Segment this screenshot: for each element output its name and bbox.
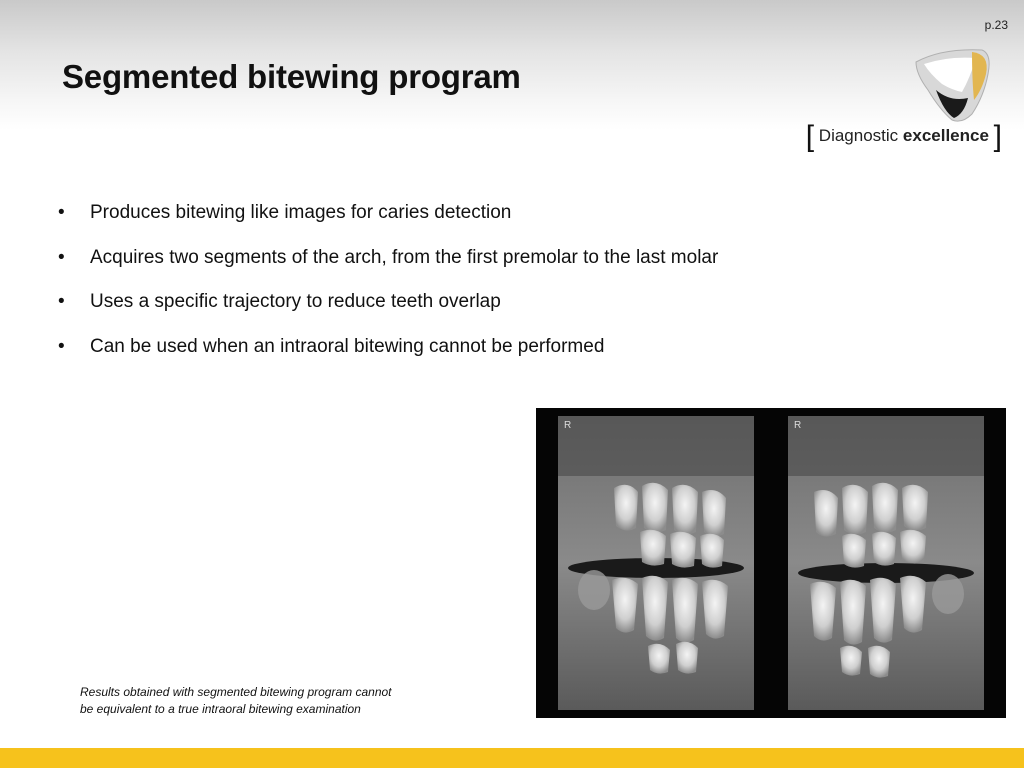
xray-left-marker: R — [564, 420, 572, 431]
tagline-close-bracket: ] — [993, 120, 1002, 153]
disclaimer-line-1: Results obtained with segmented bitewing program cannot — [80, 685, 392, 699]
bullet-item — [58, 285, 718, 330]
bullet-dot: • — [58, 202, 65, 223]
page-number: p.23 — [984, 18, 1008, 32]
footer-accent-bar — [0, 748, 1024, 768]
brand-logo — [912, 44, 994, 124]
tagline-word-diagnostic: Diagnostic — [818, 126, 899, 145]
disclaimer-line-2: be equivalent to a true intraoral bitewing examination — [80, 702, 361, 716]
bullet-text: Uses a specific trajectory to reduce teeth overlap — [90, 291, 501, 312]
bullet-text: Can be used when an intraoral bitewing cannot be performed — [90, 335, 605, 357]
bullet-item — [58, 241, 718, 286]
slide-title: Segmented bitewing program — [62, 58, 521, 95]
bullet-dot: • — [58, 291, 65, 312]
tagline-word-excellence: excellence — [902, 126, 989, 145]
bullet-item — [58, 330, 718, 375]
bullet-list — [58, 196, 718, 374]
bullet-dot: • — [58, 246, 65, 268]
bitewing-xray-image — [536, 408, 1006, 718]
bullet-text: Acquires two segments of the arch, from the first premolar to the last molar — [90, 246, 719, 268]
xray-right-marker: R — [794, 420, 802, 431]
xray-right-segment — [788, 416, 984, 710]
bullet-dot: • — [58, 335, 65, 357]
bullet-item — [58, 196, 718, 241]
disclaimer-note — [80, 684, 392, 718]
tagline — [806, 120, 1002, 154]
bullet-text: Produces bitewing like images for caries detection — [90, 202, 512, 223]
xray-left-segment — [558, 416, 754, 710]
tagline-open-bracket: [ — [805, 120, 815, 153]
